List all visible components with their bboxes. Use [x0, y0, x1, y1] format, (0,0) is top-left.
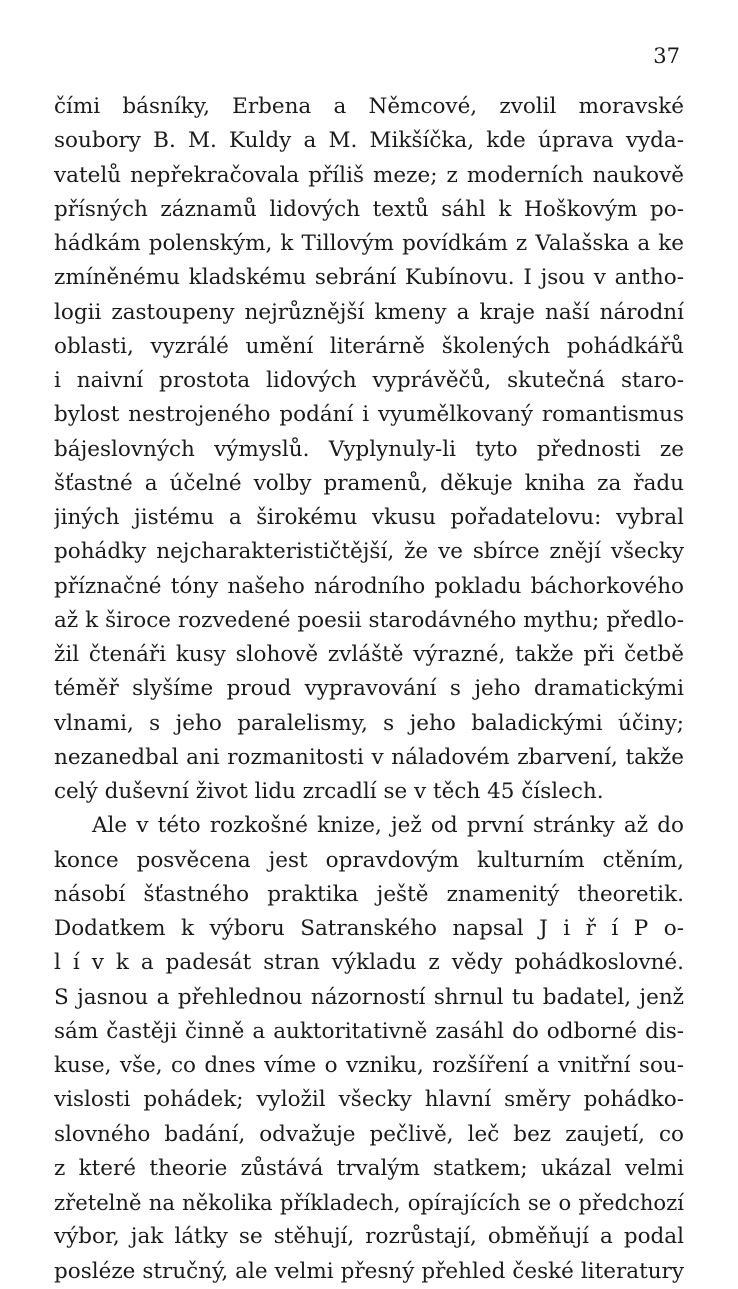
text-line: jiných jistému a širokému vkusu pořadatelovu: vybral — [54, 505, 684, 530]
paragraph-end-line: celý duševní život lidu zrcadlí se v těch 45 číslech. — [54, 779, 604, 804]
text-line: l í v k a padesát stran výkladu z vědy pohádkoslovné. — [54, 950, 684, 976]
text-line: čími básníky, Erbena a Němcové, zvolil moravské — [54, 94, 684, 119]
page-number: 37 — [653, 44, 680, 68]
text-line: z které theorie zůstává trvalým statkem; ukázal velmi — [54, 1155, 684, 1181]
text-line: oblasti, vyzrálé umění literárně školených pohádkářů — [54, 333, 684, 359]
text-line: kuse, vše, co dnes víme o vzniku, rozšíření a vnitřní sou- — [54, 1053, 684, 1078]
paragraph-start-line: Ale v této rozkošné knize, jež od první stránky až do — [92, 813, 684, 839]
body-text — [54, 90, 684, 1289]
text-line: zřetelně na několika příkladech, opírajících se o předchozí — [54, 1190, 684, 1215]
text-line: pohádky nejcharakterističtější, že ve sbírce znějí všecky — [54, 539, 684, 565]
text-line: posléze stručný, ale velmi přesný přehled české literatury — [54, 1258, 684, 1284]
text-line: zmíněnému kladskému sebrání Kubínovu. I jsou v antho- — [54, 265, 684, 291]
text-line: konce posvěcena jest opravdovým kulturním ctěním, — [54, 847, 684, 873]
text-line: až k široce rozvedené poesii starodávného mythu; předlo- — [54, 607, 684, 633]
text-line: vatelů nepřekračovala příliš meze; z moderních naukově — [54, 162, 684, 188]
text-line: logii zastoupeny nejrůznější kmeny a kraje naší národní — [54, 299, 684, 325]
text-line: bájeslovných výmyslů. Vyplynuly-li tyto přednosti ze — [54, 436, 684, 462]
text-line: výbor, jak látky se stěhují, rozrůstají, obměňují a podal — [54, 1224, 684, 1250]
text-line: příznačné tóny našeho národního pokladu báchorkového — [54, 573, 684, 599]
text-line: žil čtenáři kusy slohově zvláště výrazné, takže při četbě — [54, 642, 684, 667]
text-line: vislosti pohádek; vyložil všecky hlavní směry pohádko- — [54, 1087, 684, 1113]
text-line: sám častěji činně a auktoritativně zasáhl do odborné dis- — [54, 1018, 684, 1044]
text-line: soubory B. M. Kuldy a M. Mikšíčka, kde úprava vyda- — [54, 128, 684, 154]
text-line: přísných záznamů lidových textů sáhl k Hoškovým po- — [54, 196, 684, 222]
text-line: nezanedbal ani rozmanitosti v náladovém zbarvení, takže — [54, 744, 684, 770]
text-line: Dodatkem k výboru Satranského napsal J i ř í P o- — [54, 916, 684, 941]
text-line: i naivní prostota lidových vyprávěčů, skutečná staro- — [54, 368, 684, 393]
text-line: S jasnou a přehlednou názorností shrnul tu badatel, jenž — [54, 984, 684, 1010]
text-line: násobí šťastného praktika ještě znamenitý theoretik. — [54, 881, 684, 907]
text-line: šťastné a účelné volby pramenů, děkuje kniha za řadu — [54, 470, 684, 496]
text-line: bylost nestrojeného podání i vyumělkovaný romantismus — [54, 402, 684, 428]
text-line: hádkám polenským, k Tillovým povídkám z Valašska a ke — [54, 231, 684, 256]
text-line: slovného badání, odvažuje pečlivě, leč bez zaujetí, co — [54, 1121, 684, 1147]
text-line: vlnami, s jeho paralelismy, s jeho baladickými účiny; — [54, 710, 684, 736]
text-line: téměř slyšíme proud vypravování s jeho dramatickými — [54, 676, 684, 702]
